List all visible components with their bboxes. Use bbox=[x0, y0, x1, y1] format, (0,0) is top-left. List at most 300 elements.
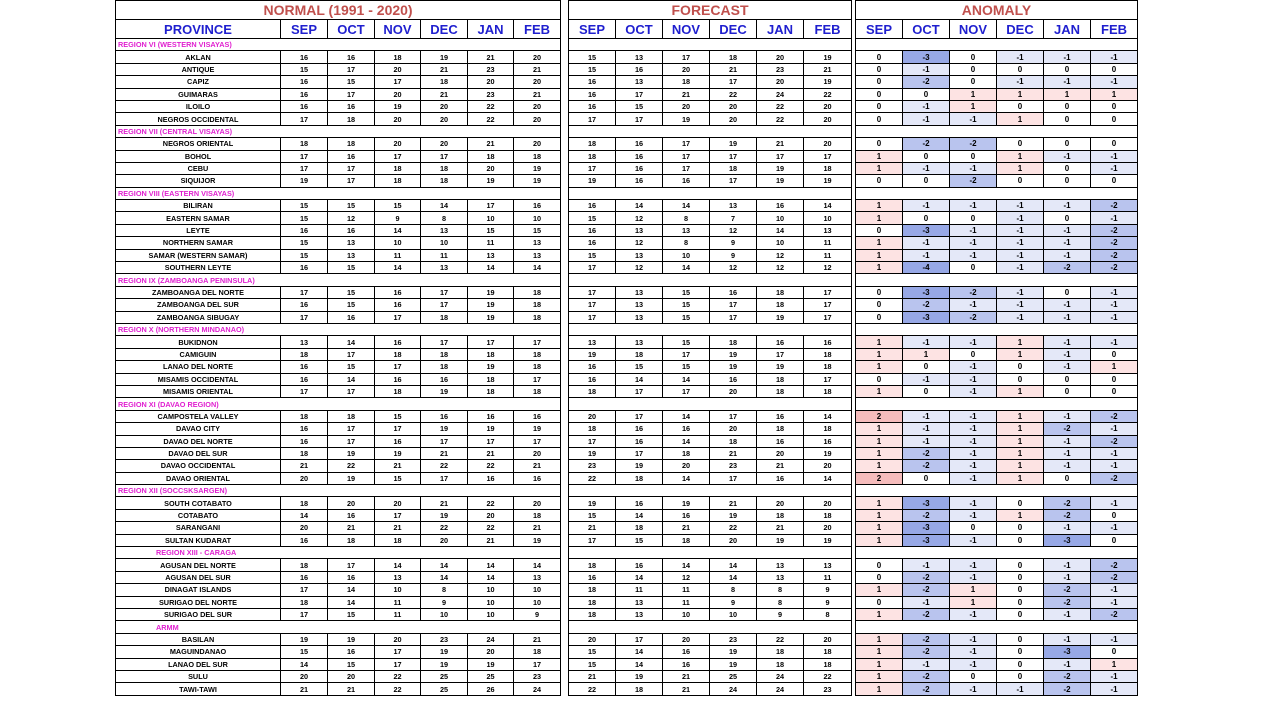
normal-value: 17 bbox=[514, 336, 561, 348]
forecast-value: 16 bbox=[804, 435, 852, 447]
anomaly-value: -2 bbox=[1091, 559, 1138, 571]
forecast-value: 20 bbox=[804, 633, 852, 645]
normal-value: 24 bbox=[468, 633, 514, 645]
anomaly-value: 0 bbox=[997, 608, 1044, 620]
normal-value: 16 bbox=[375, 286, 421, 298]
normal-value: 15 bbox=[281, 249, 328, 261]
normal-value: 16 bbox=[421, 373, 468, 385]
forecast-value: 18 bbox=[569, 385, 616, 397]
anomaly-value: -2 bbox=[903, 670, 950, 682]
forecast-value: 15 bbox=[569, 249, 616, 261]
forecast-value: 17 bbox=[569, 311, 616, 323]
forecast-value: 17 bbox=[663, 385, 710, 397]
normal-value: 21 bbox=[514, 63, 561, 75]
anomaly-value: -2 bbox=[950, 175, 997, 187]
forecast-value: 14 bbox=[616, 658, 663, 670]
forecast-value: 13 bbox=[616, 336, 663, 348]
forecast-value: 20 bbox=[710, 113, 757, 125]
normal-value: 19 bbox=[514, 175, 561, 187]
table-row bbox=[116, 472, 561, 484]
normal-value: 18 bbox=[375, 162, 421, 174]
normal-value: 18 bbox=[281, 596, 328, 608]
forecast-value: 18 bbox=[757, 423, 804, 435]
forecast-value: 13 bbox=[757, 559, 804, 571]
forecast-value: 15 bbox=[569, 63, 616, 75]
table-row bbox=[116, 113, 561, 125]
anomaly-value: -1 bbox=[903, 200, 950, 212]
anomaly-value: 0 bbox=[997, 670, 1044, 682]
forecast-value: 18 bbox=[804, 385, 852, 397]
region-spacer bbox=[856, 485, 1138, 497]
anomaly-value: 0 bbox=[856, 571, 903, 583]
normal-value: 19 bbox=[328, 447, 375, 459]
forecast-value: 16 bbox=[569, 571, 616, 583]
normal-value: 15 bbox=[375, 200, 421, 212]
table-row bbox=[569, 410, 852, 422]
forecast-value: 16 bbox=[616, 423, 663, 435]
province-name: DAVAO DEL SUR bbox=[116, 447, 281, 459]
anomaly-value: -1 bbox=[950, 423, 997, 435]
table-row bbox=[856, 336, 1138, 348]
normal-value: 20 bbox=[514, 497, 561, 509]
normal-value: 9 bbox=[514, 608, 561, 620]
table-row bbox=[569, 435, 852, 447]
anomaly-value: -1 bbox=[1091, 497, 1138, 509]
forecast-value: 22 bbox=[710, 88, 757, 100]
forecast-value: 14 bbox=[663, 472, 710, 484]
forecast-value: 13 bbox=[710, 200, 757, 212]
anomaly-value: -2 bbox=[1044, 497, 1091, 509]
forecast-value: 18 bbox=[710, 336, 757, 348]
anomaly-value: -1 bbox=[1091, 633, 1138, 645]
forecast-value: 10 bbox=[804, 212, 852, 224]
anomaly-value: -1 bbox=[950, 447, 997, 459]
forecast-value: 21 bbox=[757, 138, 804, 150]
anomaly-value: 0 bbox=[903, 361, 950, 373]
normal-value: 20 bbox=[421, 100, 468, 112]
forecast-value: 14 bbox=[616, 509, 663, 521]
region-row bbox=[116, 621, 561, 633]
forecast-value: 17 bbox=[569, 534, 616, 546]
forecast-value: 13 bbox=[616, 286, 663, 298]
normal-value: 18 bbox=[375, 348, 421, 360]
forecast-value: 14 bbox=[616, 646, 663, 658]
anomaly-value: -1 bbox=[1091, 584, 1138, 596]
normal-month-header-jan: JAN bbox=[468, 20, 514, 39]
anomaly-value: 1 bbox=[997, 348, 1044, 360]
table-row bbox=[569, 361, 852, 373]
forecast-value: 20 bbox=[710, 100, 757, 112]
forecast-value: 18 bbox=[569, 596, 616, 608]
forecast-value: 18 bbox=[569, 423, 616, 435]
anomaly-value: -1 bbox=[1044, 237, 1091, 249]
table-row bbox=[116, 200, 561, 212]
anomaly-month-header-feb: FEB bbox=[1091, 20, 1138, 39]
anomaly-value: -1 bbox=[950, 497, 997, 509]
normal-value: 17 bbox=[328, 435, 375, 447]
anomaly-value: 0 bbox=[856, 286, 903, 298]
forecast-month-header-dec: DEC bbox=[710, 20, 757, 39]
normal-value: 18 bbox=[281, 447, 328, 459]
normal-value: 20 bbox=[468, 162, 514, 174]
forecast-value: 14 bbox=[663, 200, 710, 212]
normal-value: 18 bbox=[375, 175, 421, 187]
region-row-spacer bbox=[856, 125, 1138, 137]
normal-value: 11 bbox=[375, 596, 421, 608]
anomaly-value: -1 bbox=[903, 410, 950, 422]
anomaly-value: -1 bbox=[1044, 571, 1091, 583]
forecast-value: 18 bbox=[569, 138, 616, 150]
anomaly-value: -1 bbox=[950, 200, 997, 212]
province-name: DAVAO CITY bbox=[116, 423, 281, 435]
anomaly-value: -3 bbox=[903, 311, 950, 323]
forecast-value: 14 bbox=[710, 571, 757, 583]
normal-value: 22 bbox=[375, 683, 421, 695]
forecast-value: 16 bbox=[663, 175, 710, 187]
table-row bbox=[569, 646, 852, 658]
region-row bbox=[116, 187, 561, 199]
forecast-value: 18 bbox=[804, 423, 852, 435]
region-spacer bbox=[569, 323, 852, 335]
anomaly-value: 1 bbox=[856, 200, 903, 212]
normal-value: 14 bbox=[421, 200, 468, 212]
anomaly-value: 1 bbox=[856, 212, 903, 224]
forecast-value: 14 bbox=[663, 373, 710, 385]
province-name: EASTERN SAMAR bbox=[116, 212, 281, 224]
forecast-value: 21 bbox=[663, 522, 710, 534]
province-name: CAMPOSTELA VALLEY bbox=[116, 410, 281, 422]
normal-value: 8 bbox=[421, 212, 468, 224]
province-name: BUKIDNON bbox=[116, 336, 281, 348]
forecast-value: 14 bbox=[616, 373, 663, 385]
normal-value: 13 bbox=[328, 249, 375, 261]
anomaly-value: 1 bbox=[856, 658, 903, 670]
province-name: COTABATO bbox=[116, 509, 281, 521]
anomaly-value: 0 bbox=[1091, 175, 1138, 187]
province-name: SAMAR (WESTERN SAMAR) bbox=[116, 249, 281, 261]
forecast-value: 14 bbox=[663, 559, 710, 571]
normal-value: 10 bbox=[421, 237, 468, 249]
table-row bbox=[116, 212, 561, 224]
forecast-value: 18 bbox=[616, 522, 663, 534]
normal-value: 18 bbox=[375, 534, 421, 546]
anomaly-value: -1 bbox=[903, 162, 950, 174]
normal-value: 17 bbox=[281, 311, 328, 323]
normal-value: 13 bbox=[514, 237, 561, 249]
forecast-value: 16 bbox=[616, 435, 663, 447]
anomaly-title: ANOMALY bbox=[856, 1, 1138, 20]
anomaly-value: -1 bbox=[950, 410, 997, 422]
anomaly-value: -1 bbox=[997, 76, 1044, 88]
forecast-value: 16 bbox=[616, 559, 663, 571]
province-name: SARANGANI bbox=[116, 522, 281, 534]
forecast-value: 17 bbox=[710, 311, 757, 323]
province-name: CAPIZ bbox=[116, 76, 281, 88]
anomaly-value: -1 bbox=[950, 633, 997, 645]
anomaly-value: -1 bbox=[903, 237, 950, 249]
region-spacer bbox=[569, 274, 852, 286]
normal-value: 18 bbox=[514, 311, 561, 323]
region-row bbox=[116, 398, 561, 410]
normal-value: 20 bbox=[514, 447, 561, 459]
normal-value: 20 bbox=[514, 76, 561, 88]
province-name: SOUTHERN LEYTE bbox=[116, 262, 281, 274]
normal-value: 17 bbox=[468, 200, 514, 212]
anomaly-value: -1 bbox=[1044, 150, 1091, 162]
region-spacer bbox=[856, 187, 1138, 199]
normal-value: 17 bbox=[375, 76, 421, 88]
anomaly-value: 0 bbox=[856, 373, 903, 385]
anomaly-value: -2 bbox=[1044, 596, 1091, 608]
normal-value: 19 bbox=[421, 509, 468, 521]
anomaly-value: 1 bbox=[1044, 88, 1091, 100]
anomaly-value: 0 bbox=[903, 472, 950, 484]
forecast-value: 18 bbox=[804, 509, 852, 521]
province-name: NEGROS ORIENTAL bbox=[116, 138, 281, 150]
anomaly-value: -2 bbox=[903, 299, 950, 311]
table-row bbox=[856, 361, 1138, 373]
table-row bbox=[116, 670, 561, 682]
anomaly-value: -1 bbox=[1044, 658, 1091, 670]
anomaly-value: 0 bbox=[950, 51, 997, 63]
forecast-value: 14 bbox=[757, 224, 804, 236]
region-row-spacer bbox=[569, 485, 852, 497]
normal-value: 19 bbox=[468, 658, 514, 670]
forecast-value: 16 bbox=[757, 410, 804, 422]
province-name: DAVAO DEL NORTE bbox=[116, 435, 281, 447]
normal-value: 22 bbox=[328, 460, 375, 472]
region-spacer bbox=[569, 621, 852, 633]
forecast-value: 20 bbox=[804, 497, 852, 509]
anomaly-value: 1 bbox=[856, 497, 903, 509]
forecast-value: 14 bbox=[804, 472, 852, 484]
normal-value: 17 bbox=[328, 162, 375, 174]
forecast-value: 18 bbox=[710, 51, 757, 63]
forecast-value: 11 bbox=[616, 584, 663, 596]
region-row-spacer bbox=[856, 485, 1138, 497]
forecast-value: 7 bbox=[710, 212, 757, 224]
anomaly-value: -1 bbox=[950, 571, 997, 583]
forecast-value: 19 bbox=[804, 175, 852, 187]
table-row bbox=[116, 633, 561, 645]
anomaly-value: 0 bbox=[1044, 472, 1091, 484]
normal-value: 17 bbox=[421, 472, 468, 484]
table-row bbox=[116, 683, 561, 695]
normal-value: 24 bbox=[514, 683, 561, 695]
forecast-value: 11 bbox=[804, 237, 852, 249]
forecast-value: 17 bbox=[663, 51, 710, 63]
region-spacer bbox=[856, 621, 1138, 633]
forecast-value: 19 bbox=[757, 311, 804, 323]
anomaly-value: 0 bbox=[1091, 63, 1138, 75]
forecast-value: 22 bbox=[710, 522, 757, 534]
normal-value: 14 bbox=[468, 262, 514, 274]
table-row bbox=[856, 658, 1138, 670]
forecast-value: 16 bbox=[757, 200, 804, 212]
anomaly-value: -1 bbox=[1091, 286, 1138, 298]
anomaly-value: -1 bbox=[950, 460, 997, 472]
province-name: CAMIGUIN bbox=[116, 348, 281, 360]
forecast-value: 17 bbox=[710, 150, 757, 162]
province-name: MISAMIS ORIENTAL bbox=[116, 385, 281, 397]
normal-value: 20 bbox=[375, 88, 421, 100]
anomaly-value: -1 bbox=[997, 237, 1044, 249]
normal-value: 19 bbox=[514, 162, 561, 174]
normal-value: 20 bbox=[375, 633, 421, 645]
forecast-value: 18 bbox=[663, 447, 710, 459]
normal-value: 16 bbox=[375, 435, 421, 447]
anomaly-value: 1 bbox=[997, 385, 1044, 397]
normal-value: 18 bbox=[514, 385, 561, 397]
normal-value: 16 bbox=[328, 509, 375, 521]
table-row bbox=[569, 262, 852, 274]
anomaly-value: 0 bbox=[1044, 385, 1091, 397]
table-row bbox=[856, 447, 1138, 459]
province-name: AGUSAN DEL SUR bbox=[116, 571, 281, 583]
forecast-value: 18 bbox=[804, 658, 852, 670]
anomaly-value: 1 bbox=[856, 670, 903, 682]
anomaly-value: 1 bbox=[856, 336, 903, 348]
forecast-value: 23 bbox=[710, 460, 757, 472]
anomaly-value: -3 bbox=[903, 497, 950, 509]
anomaly-value: -2 bbox=[903, 584, 950, 596]
normal-value: 20 bbox=[375, 113, 421, 125]
anomaly-value: 0 bbox=[997, 646, 1044, 658]
normal-value: 15 bbox=[281, 200, 328, 212]
normal-value: 15 bbox=[281, 646, 328, 658]
anomaly-value: 1 bbox=[997, 435, 1044, 447]
forecast-value: 16 bbox=[569, 88, 616, 100]
anomaly-value: 0 bbox=[997, 584, 1044, 596]
normal-value: 16 bbox=[281, 361, 328, 373]
forecast-value: 15 bbox=[569, 646, 616, 658]
table-row bbox=[856, 262, 1138, 274]
normal-value: 15 bbox=[514, 224, 561, 236]
table-row bbox=[116, 559, 561, 571]
table-row bbox=[569, 63, 852, 75]
anomaly-value: -1 bbox=[950, 385, 997, 397]
forecast-value: 8 bbox=[804, 608, 852, 620]
forecast-value: 16 bbox=[569, 361, 616, 373]
normal-value: 17 bbox=[421, 286, 468, 298]
anomaly-value: -1 bbox=[1091, 522, 1138, 534]
anomaly-value: 0 bbox=[1091, 100, 1138, 112]
anomaly-value: 0 bbox=[1091, 373, 1138, 385]
anomaly-value: 1 bbox=[997, 410, 1044, 422]
anomaly-value: -1 bbox=[950, 559, 997, 571]
anomaly-value: 1 bbox=[856, 385, 903, 397]
normal-value: 21 bbox=[328, 683, 375, 695]
normal-value: 16 bbox=[375, 336, 421, 348]
normal-value: 20 bbox=[375, 138, 421, 150]
anomaly-month-header-nov: NOV bbox=[950, 20, 997, 39]
anomaly-value: -2 bbox=[950, 138, 997, 150]
normal-value: 22 bbox=[421, 460, 468, 472]
anomaly-value: -1 bbox=[1091, 76, 1138, 88]
forecast-value: 19 bbox=[663, 113, 710, 125]
normal-value: 17 bbox=[468, 435, 514, 447]
forecast-month-header-nov: NOV bbox=[663, 20, 710, 39]
table-row bbox=[116, 237, 561, 249]
anomaly-value: 0 bbox=[997, 571, 1044, 583]
normal-value: 15 bbox=[328, 262, 375, 274]
anomaly-value: -2 bbox=[1091, 472, 1138, 484]
table-row bbox=[856, 348, 1138, 360]
normal-value: 23 bbox=[514, 670, 561, 682]
table-row bbox=[856, 76, 1138, 88]
table-row bbox=[856, 138, 1138, 150]
anomaly-value: 0 bbox=[1091, 138, 1138, 150]
forecast-value: 18 bbox=[804, 361, 852, 373]
forecast-value: 19 bbox=[757, 162, 804, 174]
table-row bbox=[569, 385, 852, 397]
anomaly-value: -1 bbox=[1091, 336, 1138, 348]
normal-value: 16 bbox=[281, 100, 328, 112]
forecast-value: 18 bbox=[804, 348, 852, 360]
normal-value: 19 bbox=[328, 472, 375, 484]
anomaly-value: 0 bbox=[997, 522, 1044, 534]
region-row-spacer bbox=[569, 187, 852, 199]
forecast-month-header-feb: FEB bbox=[804, 20, 852, 39]
forecast-value: 19 bbox=[663, 497, 710, 509]
forecast-value: 17 bbox=[569, 262, 616, 274]
normal-value: 20 bbox=[421, 138, 468, 150]
normal-value: 18 bbox=[281, 410, 328, 422]
forecast-value: 13 bbox=[616, 51, 663, 63]
anomaly-value: 0 bbox=[1044, 63, 1091, 75]
normal-value: 15 bbox=[328, 286, 375, 298]
normal-value: 18 bbox=[281, 497, 328, 509]
anomaly-value: -1 bbox=[997, 200, 1044, 212]
forecast-value: 10 bbox=[757, 237, 804, 249]
anomaly-value: -1 bbox=[1091, 212, 1138, 224]
forecast-value: 16 bbox=[569, 200, 616, 212]
normal-value: 19 bbox=[468, 361, 514, 373]
forecast-value: 13 bbox=[616, 311, 663, 323]
normal-value: 19 bbox=[468, 299, 514, 311]
table-row bbox=[569, 584, 852, 596]
forecast-value: 18 bbox=[616, 472, 663, 484]
normal-value: 14 bbox=[375, 224, 421, 236]
normal-value: 18 bbox=[421, 361, 468, 373]
normal-value: 13 bbox=[468, 249, 514, 261]
province-name: ZAMBOANGA SIBUGAY bbox=[116, 311, 281, 323]
province-name: LANAO DEL SUR bbox=[116, 658, 281, 670]
table-row bbox=[116, 410, 561, 422]
anomaly-value: 0 bbox=[856, 596, 903, 608]
forecast-value: 22 bbox=[757, 100, 804, 112]
forecast-value: 17 bbox=[569, 113, 616, 125]
table-row bbox=[856, 150, 1138, 162]
anomaly-value: -1 bbox=[950, 683, 997, 695]
region-row-spacer bbox=[569, 274, 852, 286]
forecast-value: 23 bbox=[710, 633, 757, 645]
forecast-value: 24 bbox=[757, 88, 804, 100]
forecast-value: 16 bbox=[710, 286, 757, 298]
forecast-value: 12 bbox=[804, 262, 852, 274]
anomaly-value: -2 bbox=[1044, 683, 1091, 695]
anomaly-value: -3 bbox=[1044, 646, 1091, 658]
normal-value: 16 bbox=[281, 299, 328, 311]
normal-value: 26 bbox=[468, 683, 514, 695]
forecast-value: 16 bbox=[710, 373, 757, 385]
anomaly-value: 0 bbox=[1044, 212, 1091, 224]
forecast-value: 24 bbox=[757, 670, 804, 682]
forecast-value: 21 bbox=[569, 522, 616, 534]
forecast-value: 15 bbox=[616, 361, 663, 373]
region-row-spacer bbox=[856, 39, 1138, 51]
anomaly-value: 0 bbox=[1091, 113, 1138, 125]
